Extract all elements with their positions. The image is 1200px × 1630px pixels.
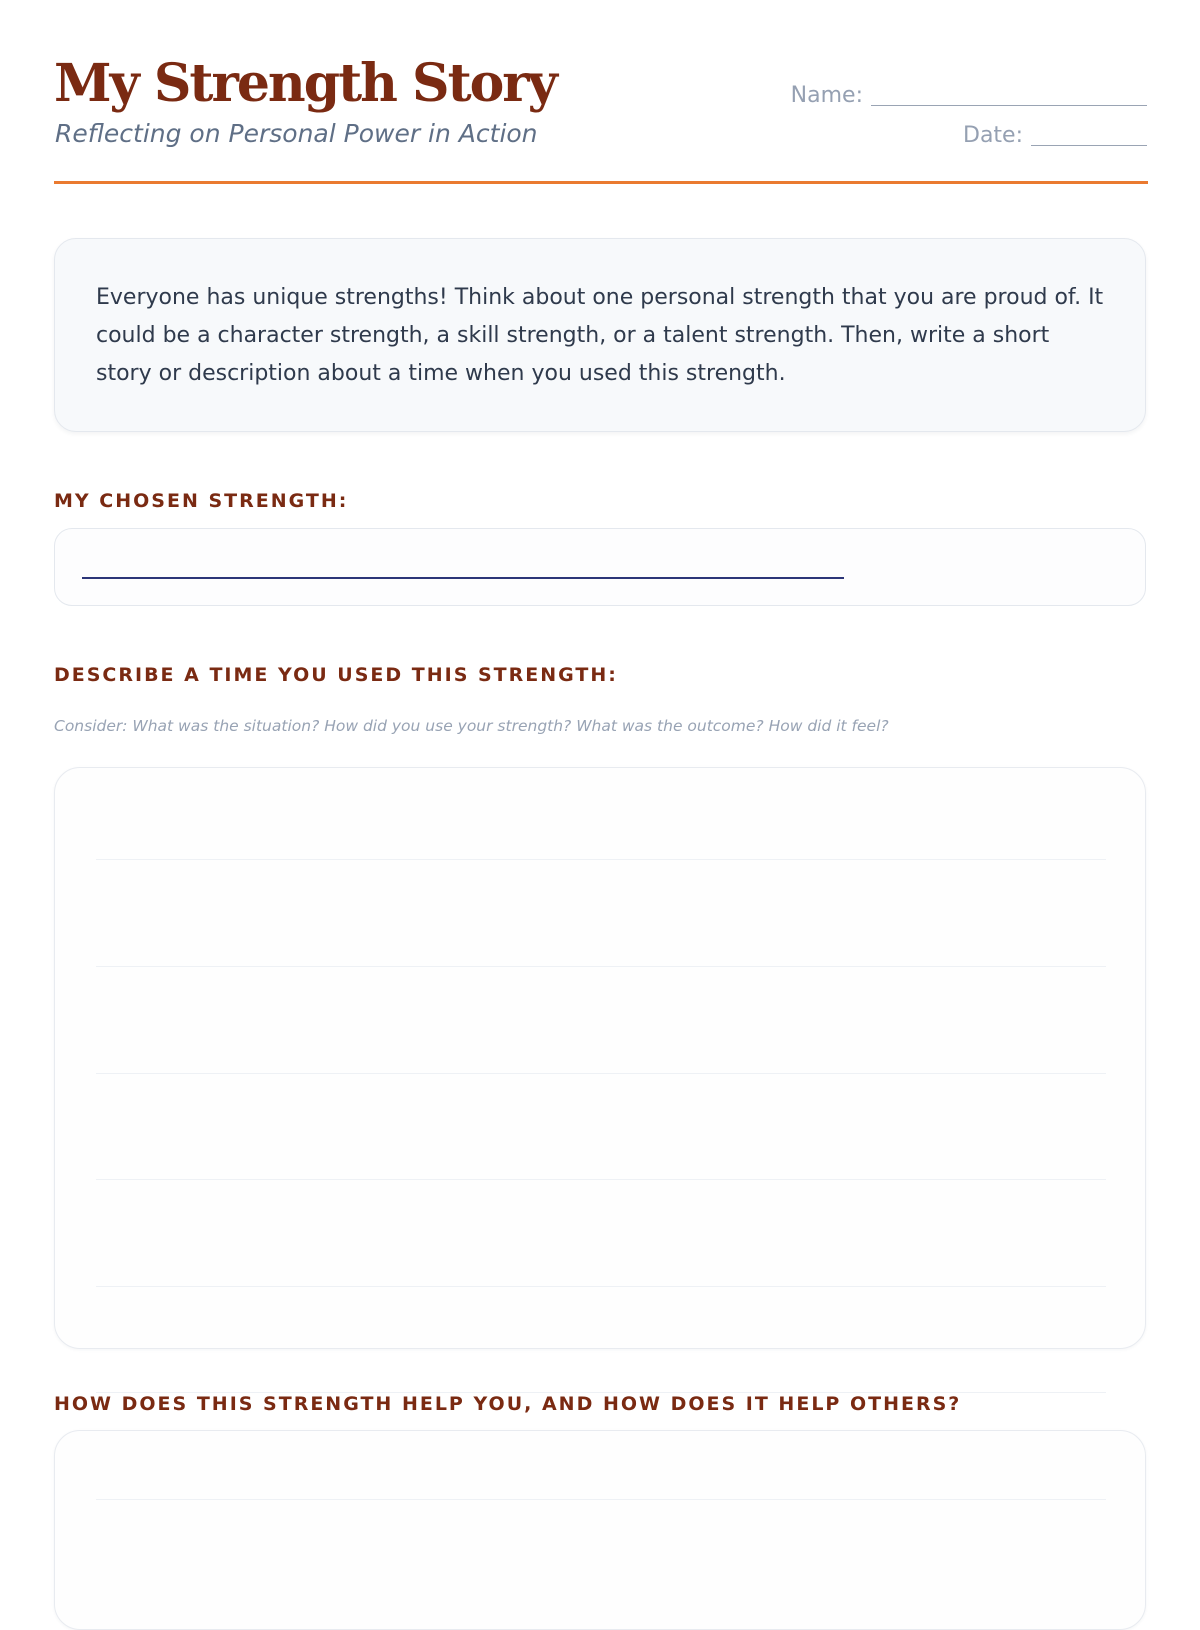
name-blank[interactable] (871, 85, 1147, 106)
name-label: Name: (790, 83, 863, 108)
instructions-text: Everyone has unique strengths! Think about one personal strength that you are proud of. It could be a character strength, a skill strength, or a talent strength. Then, write a short story or description about a time when you used this strength. (96, 285, 1104, 386)
writing-line (96, 1179, 1106, 1180)
instructions-box (54, 238, 1146, 432)
date-blank[interactable] (1031, 125, 1147, 146)
writing-line (96, 1392, 1106, 1393)
chosen-strength-label: MY CHOSEN STRENGTH: (54, 490, 349, 512)
writing-line (96, 859, 1106, 860)
page-title: My Strength Story (54, 53, 556, 114)
date-field (963, 122, 1147, 150)
chosen-strength-box[interactable] (54, 528, 1146, 606)
chosen-strength-blank[interactable] (82, 577, 844, 579)
writing-line (96, 1073, 1106, 1074)
page-subtitle: Reflecting on Personal Power in Action (55, 119, 538, 148)
writing-line (96, 1499, 1106, 1500)
help-writing-area[interactable] (54, 1430, 1146, 1630)
describe-writing-area[interactable] (54, 767, 1146, 1349)
writing-line (96, 966, 1106, 967)
describe-hint: Consider: What was the situation? How did you use your strength? What was the outcome? How did it feel? (54, 717, 889, 735)
describe-section-label: DESCRIBE A TIME YOU USED THIS STRENGTH: (54, 664, 618, 686)
header-divider (54, 181, 1148, 184)
name-field (791, 82, 1147, 110)
writing-line (96, 1286, 1106, 1287)
help-section-label: HOW DOES THIS STRENGTH HELP YOU, AND HOW DOES IT HELP OTHERS? (54, 1393, 962, 1415)
date-label: Date: (963, 123, 1023, 148)
